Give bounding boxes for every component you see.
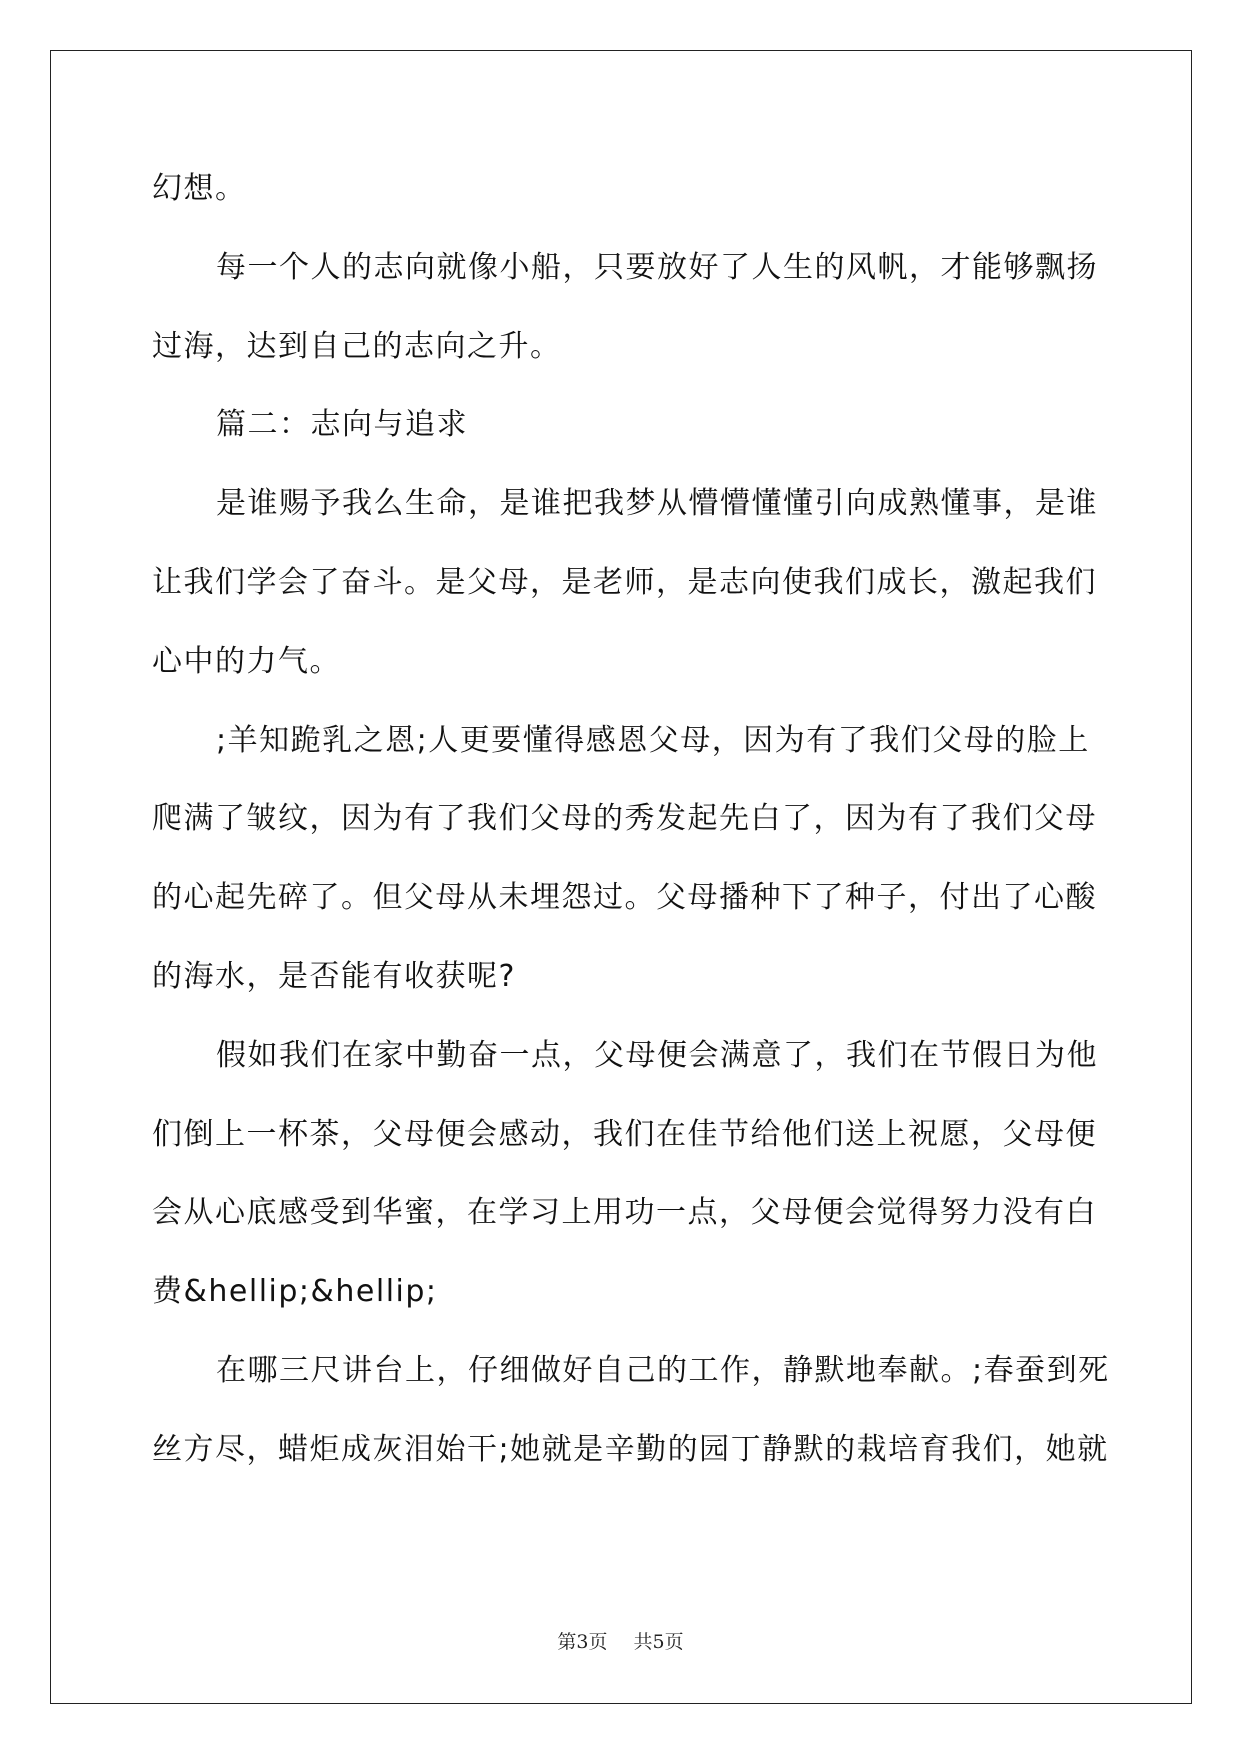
text-line: 每一个人的志向就像小船，只要放好了人生的风帆，才能够飘扬: [216, 249, 1098, 285]
text-line: 们倒上一杯茶，父母便会感动，我们在佳节给他们送上祝愿，父母便: [152, 1116, 1097, 1152]
text-line: 过海，达到自己的志向之升。: [152, 328, 562, 364]
text-line: 篇二：志向与追求: [216, 407, 468, 443]
text-line: 假如我们在家中勤奋一点，父母便会满意了，我们在节假日为他: [216, 1037, 1098, 1073]
page-footer: [0, 1627, 1241, 1654]
total-pages-label: 共5页: [633, 1631, 684, 1653]
text-line: 的心起先碎了。但父母从未埋怨过。父母播种下了种子，付出了心酸: [152, 880, 1097, 916]
text-line: 爬满了皱纹，因为有了我们父母的秀发起先白了，因为有了我们父母: [152, 801, 1097, 837]
current-page-label: 第3页: [557, 1631, 608, 1653]
text-line: ;羊知跪乳之恩;人更要懂得感恩父母，因为有了我们父母的脸上: [216, 722, 1090, 758]
text-line: 让我们学会了奋斗。是父母，是老师，是志向使我们成长，激起我们: [152, 564, 1097, 600]
text-line: 会从心底感受到华蜜，在学习上用功一点，父母便会觉得努力没有白: [152, 1195, 1097, 1231]
text-line: 心中的力气。: [152, 643, 341, 679]
text-line: 丝方尽，蜡炬成灰泪始干;她就是辛勤的园丁静默的栽培育我们，她就: [152, 1431, 1109, 1467]
text-line: 费&hellip;&hellip;: [152, 1274, 438, 1310]
text-line: 幻想。: [152, 171, 247, 206]
document-body: [152, 150, 1110, 1490]
text-line: 是谁赐予我么生命，是谁把我梦从懵懵懂懂引向成熟懂事，是谁: [216, 486, 1098, 522]
text-line: 在哪三尺讲台上，仔细做好自己的工作，静默地奉献。;春蚕到死: [216, 1352, 1110, 1388]
text-line: 的海水，是否能有收获呢?: [152, 958, 516, 994]
